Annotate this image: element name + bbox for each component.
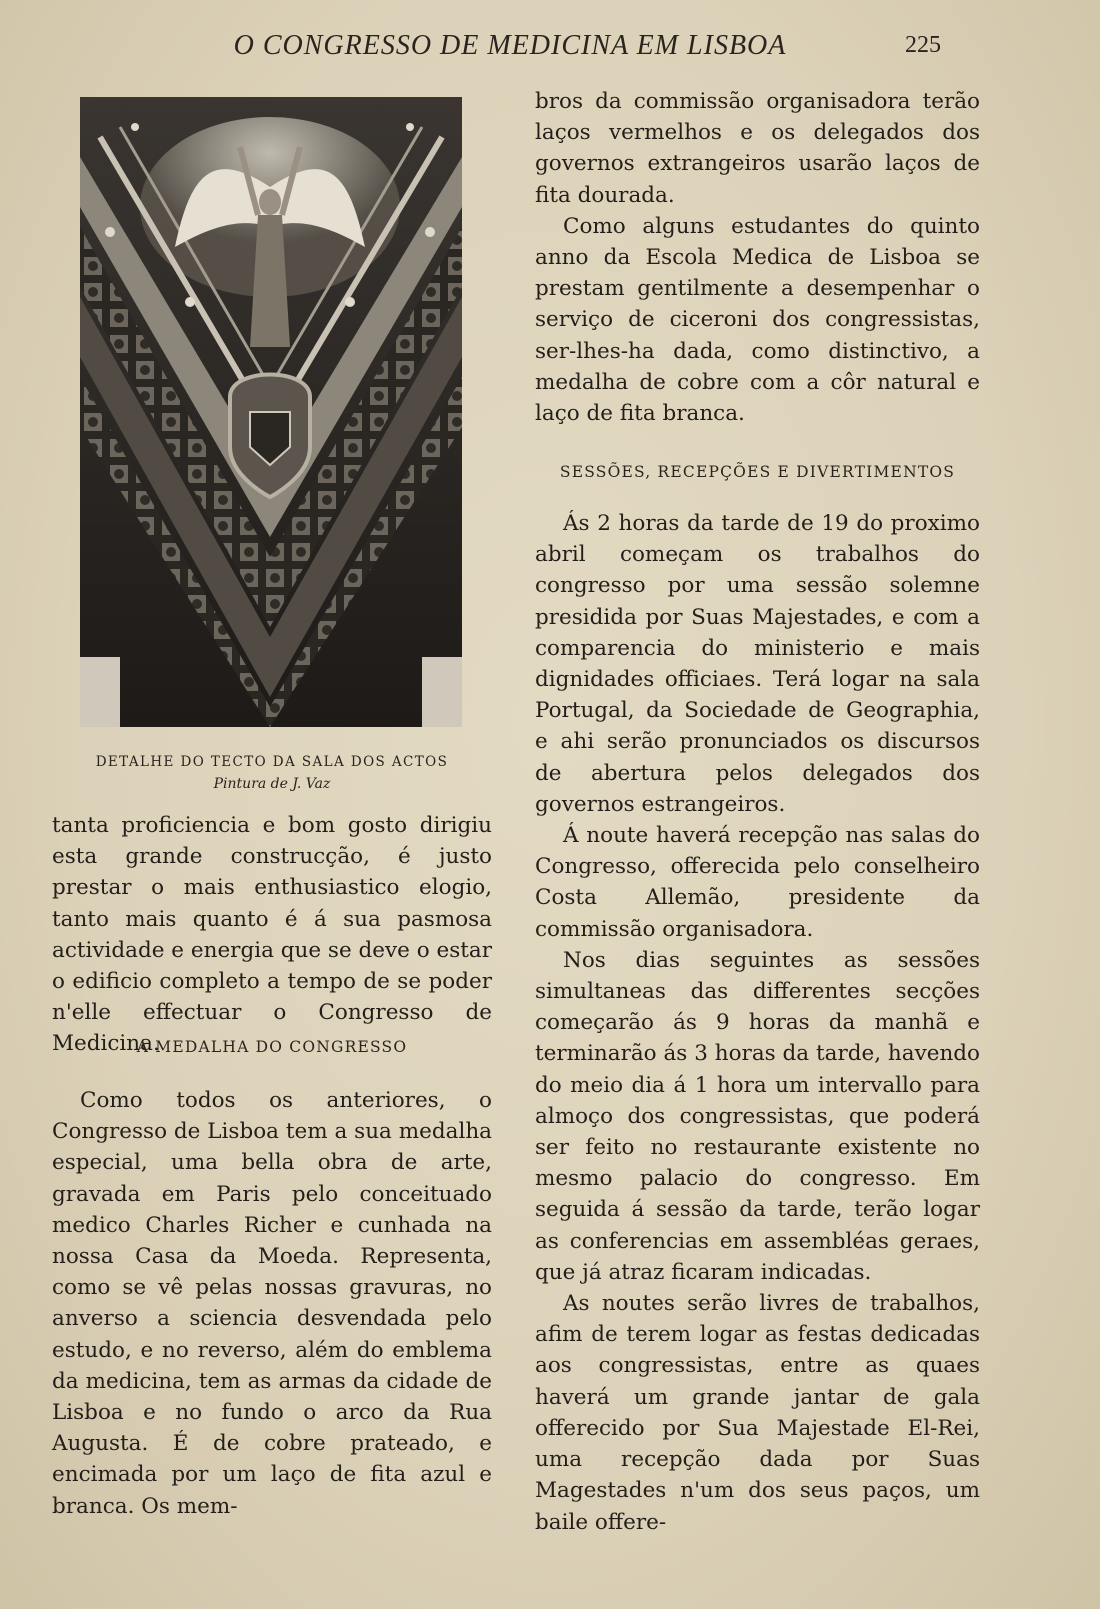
left-column-upper <box>52 810 492 1060</box>
paragraph-medal: Como todos os anteriores, o Congresso de Lisboa tem a sua medalha especial, uma bella obra de arte, gravada em Paris pelo conceituado medico Charles Richer e cunhada na nossa Casa da Moeda. Representa, como se vê pelas nossas gravuras, no anverso a sciencia desvendada pelo estudo, e no reverso, além do emblema da medicina, tem as armas da cidade de Lisboa e no fundo o arco da Rua Augusta. É de cobre prateado, e encimada por um laço de fita azul e branca. Os mem- <box>52 1088 492 1519</box>
paragraph-following-days: Nos dias seguintes as sessões simultaneas das differentes secções começarão ás 9 horas da manhã e terminarão ás 3 horas da tarde, havendo do meio dia á 1 hora um intervallo para almoço dos congressistas, que poderá ser feito no restaurante existente no mesmo palacio do congresso. Em seguida á sessão da tarde, terão logar as conferencias em assembléas geraes, que já atraz ficaram indicadas. <box>535 947 980 1285</box>
page-number: 225 <box>905 32 941 58</box>
right-column-upper <box>535 86 980 429</box>
left-column-lower <box>52 1085 492 1522</box>
paragraph-sessions: Ás 2 horas da tarde de 19 do proximo abril começam os trabalhos do congresso por uma sessão solemne presidida por Suas Majestades, e com a comparencia do ministerio e mais dignidades officiaes. Terá logar na sala Portugal, da Sociedade de Geographia, e ahi serão pronunciados os discursos de abertura pelos delegados dos governos estrangeiros. <box>535 511 980 817</box>
paragraph-continuation-right: bros da commissão organisadora terão laços vermelhos e os delegados dos governos extrangeiros usarão laços de fita dourada. <box>535 89 980 208</box>
ceiling-illustration <box>80 97 462 727</box>
paragraph-evenings: As noutes serão livres de trabalhos, afim de terem logar as festas dedicadas aos congressistas, entre as quaes haverá um grande jantar de gala offerecido por Sua Majestade El-Rei, uma recepção dada por Suas Magestades n'um dos seus paços, um baile offere- <box>535 1291 980 1535</box>
figure-caption-credit: Pintura de J. Vaz <box>213 776 331 792</box>
paragraph-students: Como alguns estudantes do quinto anno da Escola Medica de Lisboa se prestam gentilmente a desempenhar o serviço de ciceroni dos congressistas, ser-lhes-ha dada, como distinctivo, a medalha de cobre com a côr natural e laço de fita branca. <box>535 213 980 427</box>
paragraph-continuation-left: tanta proficiencia e bom gosto dirigiu esta grande construcção, é justo prestar o mais enthusiastico elogio, tanto mais quanto é á sua pasmosa actividade e energia que se deve o estar o edificio completo a tempo de se poder n'elle effectuar o Congresso de Medicina. <box>52 813 492 1057</box>
right-column-lower <box>535 508 980 1538</box>
section-heading-medal: A MEDALHA DO CONGRESSO <box>136 1038 408 1056</box>
paragraph-reception: Á noute haverá recepção nas salas do Congresso, offerecida pelo conselheiro Costa Allemão, presidente da commissão organisadora. <box>535 823 980 942</box>
ceiling-illustration-drawing <box>80 97 462 727</box>
running-title: O CONGRESSO DE MEDICINA EM LISBOA <box>233 30 787 61</box>
figure-caption-title: DETALHE DO TECTO DA SALA DOS ACTOS <box>95 754 449 770</box>
section-heading-sessions: SESSÕES, RECEPÇÕES E DIVERTIMENTOS <box>559 463 956 481</box>
